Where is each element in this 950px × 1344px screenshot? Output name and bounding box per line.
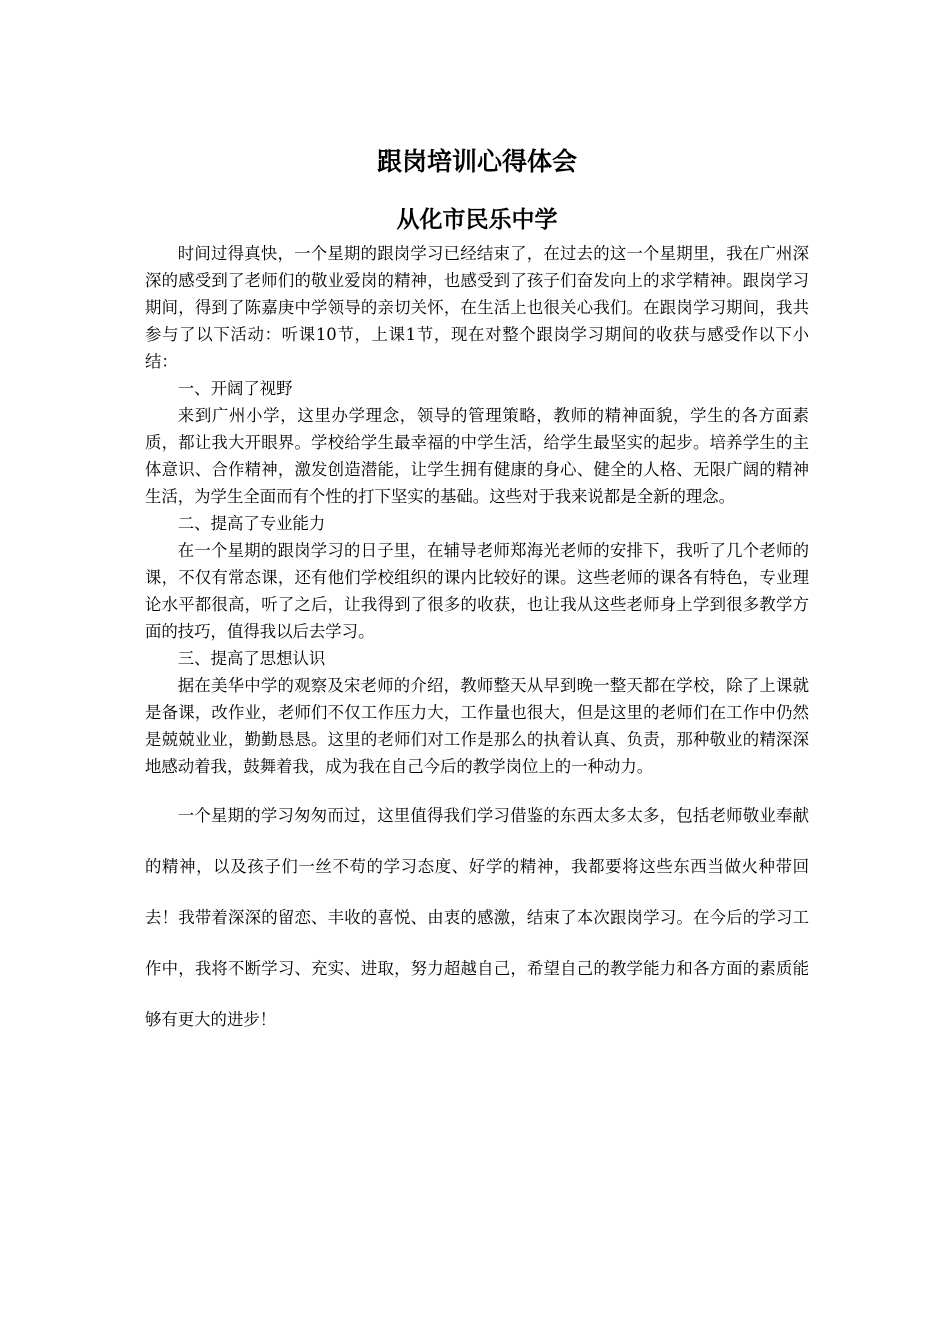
section-heading-3: 三、提高了思想认识 bbox=[177, 649, 326, 668]
intro-paragraph: 时间过得真快，一个星期的跟岗学习已经结束了，在过去的这一个星期里，我在广州深深的感受到了老师们的敬业爱岗的精神，也感受到了孩子们奋发向上的求学精神。跟岗学习期间，得到了陈嘉庚中学领导的亲切关怀，在生活上也很关心我们。在跟岗学习期间，我共参与了以下活动：听课10节，上课1节，现在对整个跟岗学习期间的收获与感受作以下小结： bbox=[145, 244, 809, 371]
section-body-2: 在一个星期的跟岗学习的日子里，在辅导老师郑海光老师的安排下，我听了几个老师的课，不仅有常态课，还有他们学校组织的课内比较好的课。这些老师的课各有特色，专业理论水平都很高，听了之后，让我得到了很多的收获，也让我从这些老师身上学到很多教学方面的技巧，值得我以后去学习。 bbox=[145, 541, 809, 641]
document-subtitle: 从化市民乐中学 bbox=[396, 207, 558, 233]
section-body-1: 来到广州小学，这里办学理念，领导的管理策略，教师的精神面貌，学生的各方面素质，都让我大开眼界。学校给学生最幸福的中学生活，给学生最坚实的起步。培养学生的主体意识、合作精神，激发创造潜能，让学生拥有健康的身心、健全的人格、无限广阔的精神生活，为学生全面而有个性的打下坚实的基础。这些对于我来说都是全新的理念。 bbox=[145, 406, 809, 506]
section-body-3: 据在美华中学的观察及宋老师的介绍，教师整天从早到晚一整天都在学校，除了上课就是备课，改作业，老师们不仅工作压力大，工作量也很大，但是这里的老师们在工作中仍然是兢兢业业，勤勤恳恳。这里的老师们对工作是那么的执着认真、负责，那种敬业的精深深地感动着我，鼓舞着我，成为我在自己今后的教学岗位上的一种动力。 bbox=[145, 676, 809, 776]
closing-paragraph: 一个星期的学习匆匆而过，这里值得我们学习借鉴的东西太多太多，包括老师敬业奉献的精神，以及孩子们一丝不苟的学习态度、好学的精神，我都要将这些东西当做火种带回去！我带着深深的留恋、丰收的喜悦、由衷的感激，结束了本次跟岗学习。在今后的学习工作中，我将不断学习、充实、进取，努力超越自己，希望自己的教学能力和各方面的素质能够有更大的进步！ bbox=[145, 806, 809, 1029]
document-title: 跟岗培训心得体会 bbox=[376, 147, 577, 176]
section-heading-1: 一、开阔了视野 bbox=[177, 379, 293, 398]
document-page bbox=[145, 140, 809, 1045]
section-heading-2: 二、提高了专业能力 bbox=[177, 514, 326, 533]
